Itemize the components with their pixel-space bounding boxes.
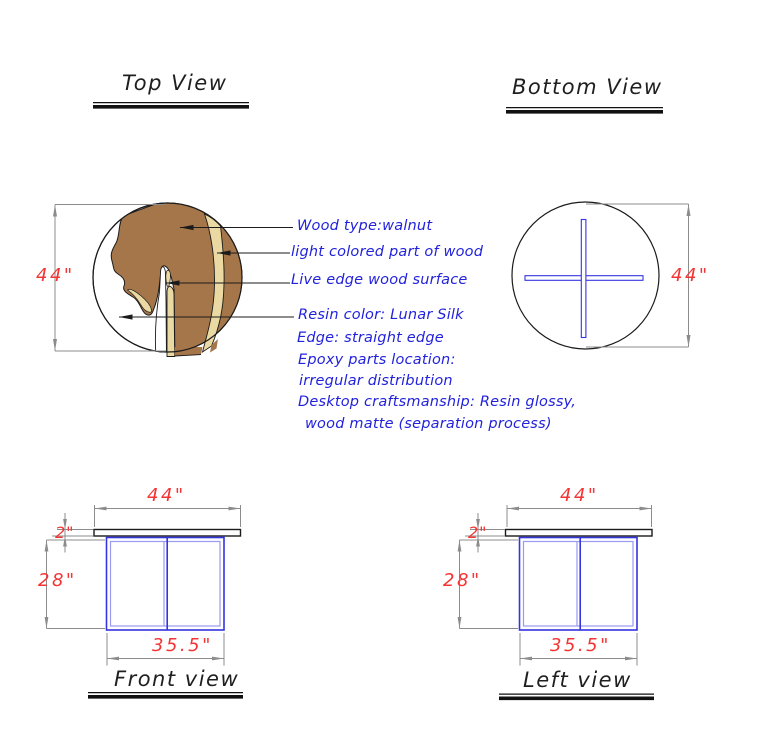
- annotation-live-edge: Live edge wood surface: [291, 272, 468, 288]
- left-tabletop: [506, 530, 653, 537]
- annotation-light-wood: light colored part of wood: [291, 244, 484, 260]
- annotation-craftsmanship: Desktop craftsmanship: Resin glossy,: [298, 394, 577, 410]
- left-base-width-label: 35.5": [550, 635, 611, 656]
- base-cross-vertical: [581, 220, 586, 338]
- front-top-width-label: 44": [147, 485, 186, 506]
- dim-arrow-down: [687, 335, 691, 347]
- left-top-width-label: 44": [560, 485, 599, 506]
- annotation-distribution: irregular distribution: [299, 373, 453, 389]
- annotation-resin-color: Resin color: Lunar Silk: [298, 307, 464, 323]
- front-tabletop: [94, 530, 241, 537]
- front-top-thickness-label: 2": [55, 523, 75, 542]
- light-wood-strip: [167, 286, 175, 356]
- front-base-outer: [107, 538, 225, 631]
- left-view-title: Left view: [523, 668, 632, 692]
- dim-arrow-down: [53, 339, 57, 351]
- top-view-title: Top View: [122, 71, 228, 95]
- bottom-view-title: Bottom View: [512, 75, 663, 99]
- left-top-thickness-label: 2": [468, 523, 488, 542]
- front-base-height-label: 28": [38, 570, 77, 591]
- annotation-epoxy-location: Epoxy parts location:: [298, 352, 456, 368]
- annotation-wood-matte: wood matte (separation process): [305, 416, 552, 432]
- dim-arrow-up: [53, 205, 57, 217]
- bottom-view-drawing: [512, 202, 691, 349]
- front-base-width-label: 35.5": [152, 635, 213, 656]
- top-view-diameter-label: 44": [36, 265, 75, 286]
- annotation-wood-type: Wood type:walnut: [297, 218, 433, 234]
- bottom-view-diameter-label: 44": [671, 265, 710, 286]
- annotation-edge-style: Edge: straight edge: [297, 330, 444, 346]
- left-base-height-label: 28": [443, 570, 482, 591]
- front-view-title: Front view: [114, 667, 240, 691]
- left-base-outer: [520, 538, 638, 631]
- dim-arrow-up: [687, 204, 691, 216]
